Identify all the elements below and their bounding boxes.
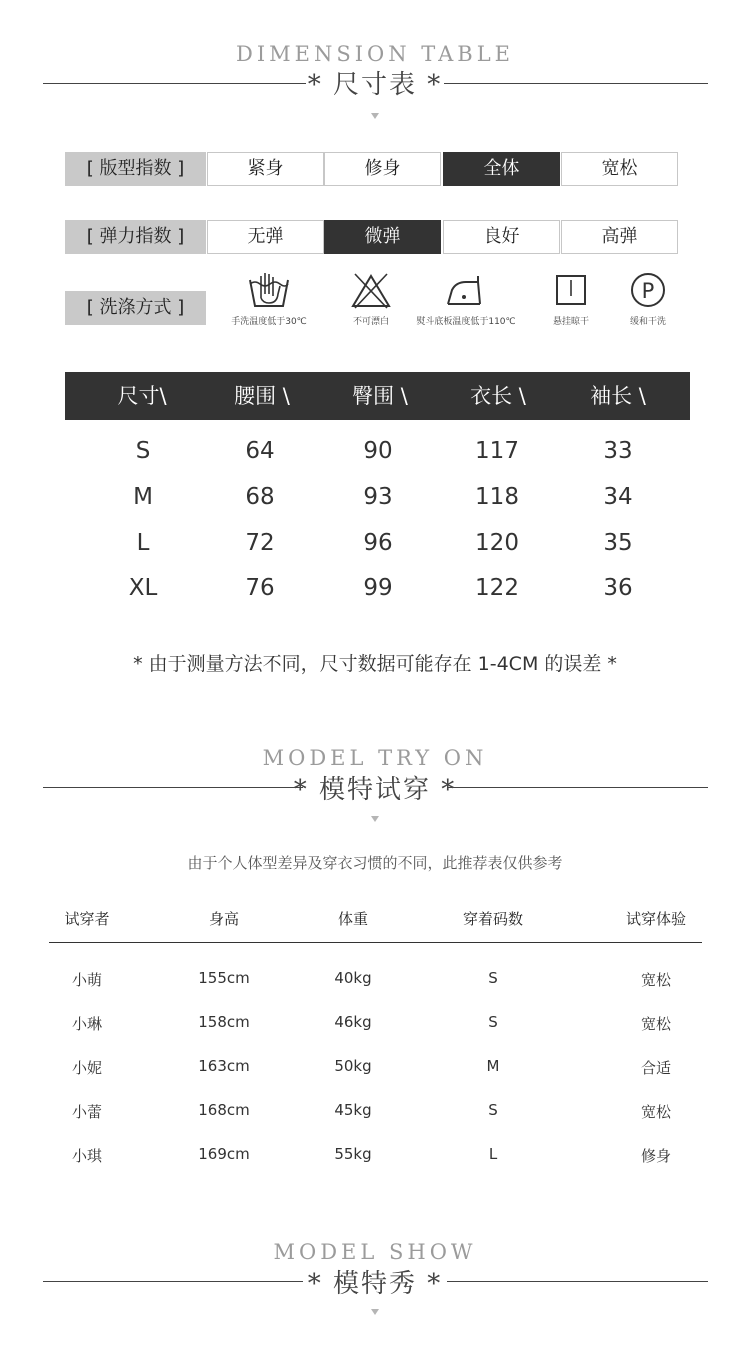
caret-down-icon bbox=[371, 816, 379, 822]
model-show-en-title: MODEL SHOW bbox=[273, 1240, 477, 1264]
model-cell: S bbox=[488, 1101, 498, 1119]
size-col-sleeve: 袖长 \ bbox=[590, 384, 646, 408]
model-cell: 小琪 bbox=[71, 1147, 102, 1165]
stretch-option-slight-selected: 微弹 bbox=[324, 220, 441, 254]
model-cell: 宽松 bbox=[640, 1103, 671, 1121]
size-cell: 68 bbox=[245, 484, 275, 510]
model-try-en-title: MODEL TRY ON bbox=[262, 746, 488, 770]
size-cell: 122 bbox=[475, 575, 519, 601]
model-cell: 小蕾 bbox=[71, 1103, 102, 1121]
model-cell: 55kg bbox=[334, 1145, 372, 1163]
model-cell: M bbox=[486, 1057, 500, 1075]
size-col-size: 尺寸\ bbox=[117, 384, 167, 408]
model-cell: 155cm bbox=[198, 969, 250, 987]
size-cell: 34 bbox=[603, 484, 633, 510]
model-cell: S bbox=[488, 969, 498, 987]
size-col-hip: 臀围 \ bbox=[352, 384, 408, 408]
stretch-option-none: 无弹 bbox=[207, 220, 324, 254]
model-cell: 45kg bbox=[334, 1101, 372, 1119]
model-cell: 宽松 bbox=[640, 971, 671, 989]
iron-icon bbox=[444, 270, 488, 310]
size-cell: 36 bbox=[603, 575, 633, 601]
stretch-index-label: [ 弹力指数 ] bbox=[65, 220, 206, 254]
dimension-en-title: DIMENSION TABLE bbox=[235, 42, 515, 66]
no-bleach-text: 不可漂白 bbox=[352, 317, 389, 327]
dry-clean-letter: P bbox=[641, 279, 655, 303]
fit-index-label: [ 版型指数 ] bbox=[65, 152, 206, 186]
model-try-cn-title: * 模特试穿 * bbox=[293, 775, 457, 805]
size-cell: 96 bbox=[363, 530, 393, 556]
size-error-note: * 由于测量方法不同，尺寸数据可能存在 1-4CM 的误差 * bbox=[133, 653, 617, 675]
model-cell: 修身 bbox=[640, 1147, 671, 1165]
hang-dry-text: 悬挂晾干 bbox=[552, 317, 589, 327]
model-cell: 小萌 bbox=[71, 971, 102, 989]
model-col-tester: 试穿者 bbox=[64, 910, 110, 928]
dry-clean-item bbox=[588, 270, 708, 327]
stretch-option-high: 高弹 bbox=[561, 220, 678, 254]
washing-label: [ 洗涤方式 ] bbox=[65, 291, 206, 325]
size-cell: 64 bbox=[245, 438, 275, 464]
size-cell: S bbox=[135, 438, 151, 464]
size-table-header bbox=[65, 372, 690, 420]
model-intro-text: 由于个人体型差异及穿衣习惯的不同，此推荐表仅供参考 bbox=[187, 854, 563, 872]
model-cell: 小琳 bbox=[71, 1015, 102, 1033]
size-col-length: 衣长 \ bbox=[470, 384, 526, 408]
size-cell: XL bbox=[128, 575, 158, 601]
model-cell: 158cm bbox=[198, 1013, 250, 1031]
model-cell: 169cm bbox=[198, 1145, 250, 1163]
hand-wash-text: 手洗温度低于30℃ bbox=[231, 317, 307, 327]
model-cell: 40kg bbox=[334, 969, 372, 987]
model-cell: 163cm bbox=[198, 1057, 250, 1075]
model-cell: 宽松 bbox=[640, 1015, 671, 1033]
hang-dry-icon bbox=[549, 270, 593, 310]
size-cell: 90 bbox=[363, 438, 393, 464]
size-cell: 118 bbox=[475, 484, 519, 510]
fit-option-regular-selected: 全体 bbox=[443, 152, 560, 186]
model-col-weight: 体重 bbox=[337, 910, 368, 928]
iron-text: 熨斗底板温度低于110℃ bbox=[416, 317, 516, 327]
model-cell: S bbox=[488, 1013, 498, 1031]
dry-clean-text: 缓和干洗 bbox=[629, 317, 666, 327]
model-col-experience: 试穿体验 bbox=[625, 910, 686, 928]
dimension-cn-title: * 尺寸表 * bbox=[307, 70, 443, 100]
iron-item bbox=[406, 270, 526, 327]
fit-option-loose: 宽松 bbox=[561, 152, 678, 186]
model-cell: 46kg bbox=[334, 1013, 372, 1031]
size-cell: 99 bbox=[363, 575, 393, 601]
size-cell: 76 bbox=[245, 575, 275, 601]
size-cell: 120 bbox=[475, 530, 519, 556]
size-cell: 35 bbox=[603, 530, 633, 556]
size-cell: 117 bbox=[475, 438, 519, 464]
model-cell: L bbox=[488, 1145, 498, 1163]
model-col-height: 身高 bbox=[208, 910, 239, 928]
caret-down-icon bbox=[371, 113, 379, 119]
size-cell: 93 bbox=[363, 484, 393, 510]
model-cell: 50kg bbox=[334, 1057, 372, 1075]
size-cell: M bbox=[133, 484, 153, 510]
size-cell: 33 bbox=[603, 438, 633, 464]
model-cell: 小妮 bbox=[71, 1059, 102, 1077]
fit-option-tight: 紧身 bbox=[207, 152, 324, 186]
size-cell: 72 bbox=[245, 530, 275, 556]
fit-option-slim: 修身 bbox=[324, 152, 441, 186]
model-cell: 合适 bbox=[640, 1059, 671, 1077]
hand-wash-icon bbox=[247, 270, 291, 310]
size-cell: L bbox=[136, 530, 150, 556]
model-table-rule bbox=[49, 942, 702, 943]
stretch-option-good: 良好 bbox=[443, 220, 560, 254]
dry-clean-icon bbox=[626, 270, 670, 310]
caret-down-icon bbox=[371, 1309, 379, 1315]
model-show-cn-title: * 模特秀 * bbox=[307, 1269, 443, 1299]
size-col-waist: 腰围 \ bbox=[234, 384, 290, 408]
model-cell: 168cm bbox=[198, 1101, 250, 1119]
model-col-size: 穿着码数 bbox=[462, 910, 523, 928]
do-not-bleach-icon bbox=[349, 270, 393, 310]
